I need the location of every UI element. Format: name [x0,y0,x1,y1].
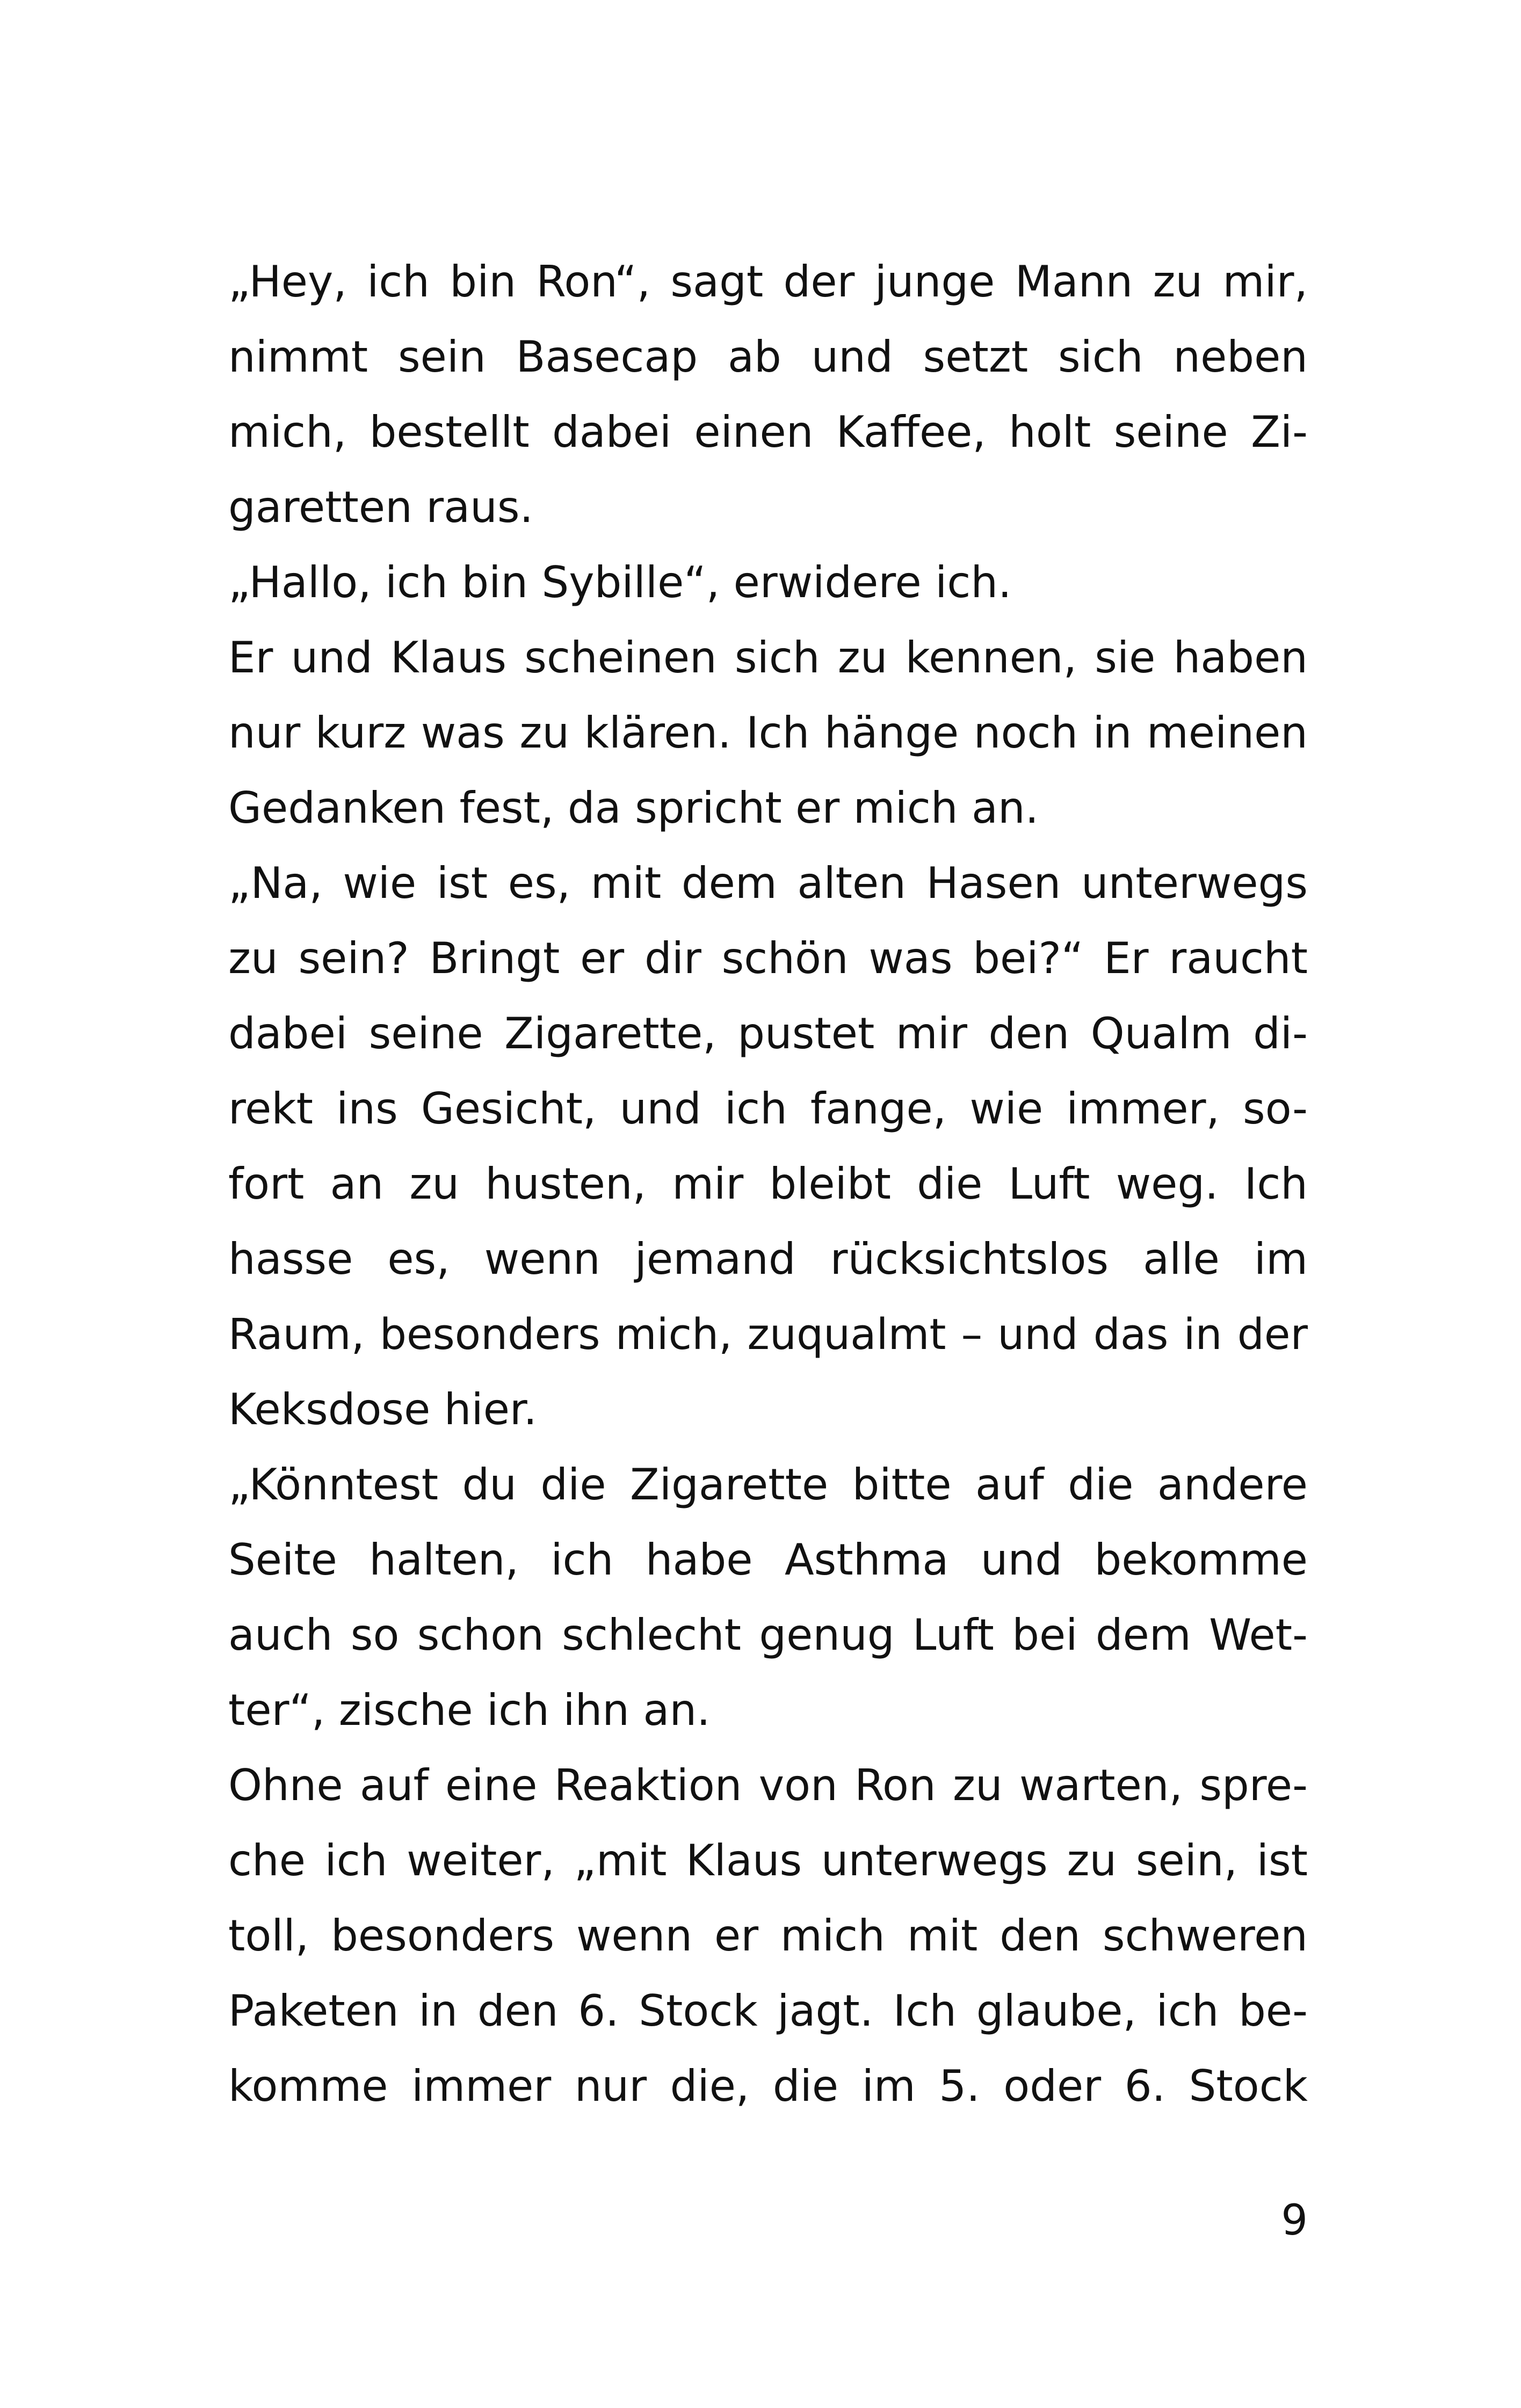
page-number: 9 [1281,2196,1308,2245]
text-line: „Na, wie ist es, mit dem alten Hasen unterwegs [228,858,1308,908]
text-line: Raum, besonders mich, zuqualmt – und das in der [228,1310,1308,1359]
text-line: auch so schon schlecht genug Luft bei dem Wet- [228,1610,1308,1660]
text-line: Ohne auf eine Reaktion von Ron zu warten, spre- [228,1760,1308,1810]
text-line: „Könntest du die Zigarette bitte auf die andere [228,1460,1308,1510]
text-line: dabei seine Zigarette, pustet mir den Qualm di- [228,1009,1308,1058]
text-line: Paketen in den 6. Stock jagt. Ich glaube, ich be- [228,1986,1308,2036]
text-line: che ich weiter, „mit Klaus unterwegs zu sein, ist [228,1836,1308,1885]
text-line: hasse es, wenn jemand rücksichtslos alle im [228,1234,1308,1284]
text-line: toll, besonders wenn er mich mit den schweren [228,1911,1308,1961]
text-line: „Hey, ich bin Ron“, sagt der junge Mann zu mir, [228,257,1308,307]
body-text [228,244,1308,2124]
text-line: fort an zu husten, mir bleibt die Luft weg. Ich [228,1159,1308,1209]
text-line: Er und Klaus scheinen sich zu kennen, sie haben [228,633,1308,683]
text-line: mich, bestellt dabei einen Kaffee, holt seine Zi- [228,407,1308,457]
text-line: zu sein? Bringt er dir schön was bei?“ Er raucht [228,933,1308,983]
text-line: „Hallo, ich bin Sybille“, erwidere ich. [228,557,1012,607]
text-line: Keksdose hier. [228,1384,537,1434]
text-line: ter“, zische ich ihn an. [228,1685,711,1735]
text-line: rekt ins Gesicht, und ich fange, wie immer, so- [228,1084,1308,1134]
text-line: nur kurz was zu klären. Ich hänge noch in meinen [228,708,1308,758]
text-line: garetten raus. [228,482,533,532]
text-line: Gedanken fest, da spricht er mich an. [228,783,1039,833]
text-line: komme immer nur die, die im 5. oder 6. Stock [228,2061,1308,2111]
text-line: Seite halten, ich habe Asthma und bekomme [228,1535,1308,1585]
text-line: nimmt sein Basecap ab und setzt sich neben [228,332,1308,382]
